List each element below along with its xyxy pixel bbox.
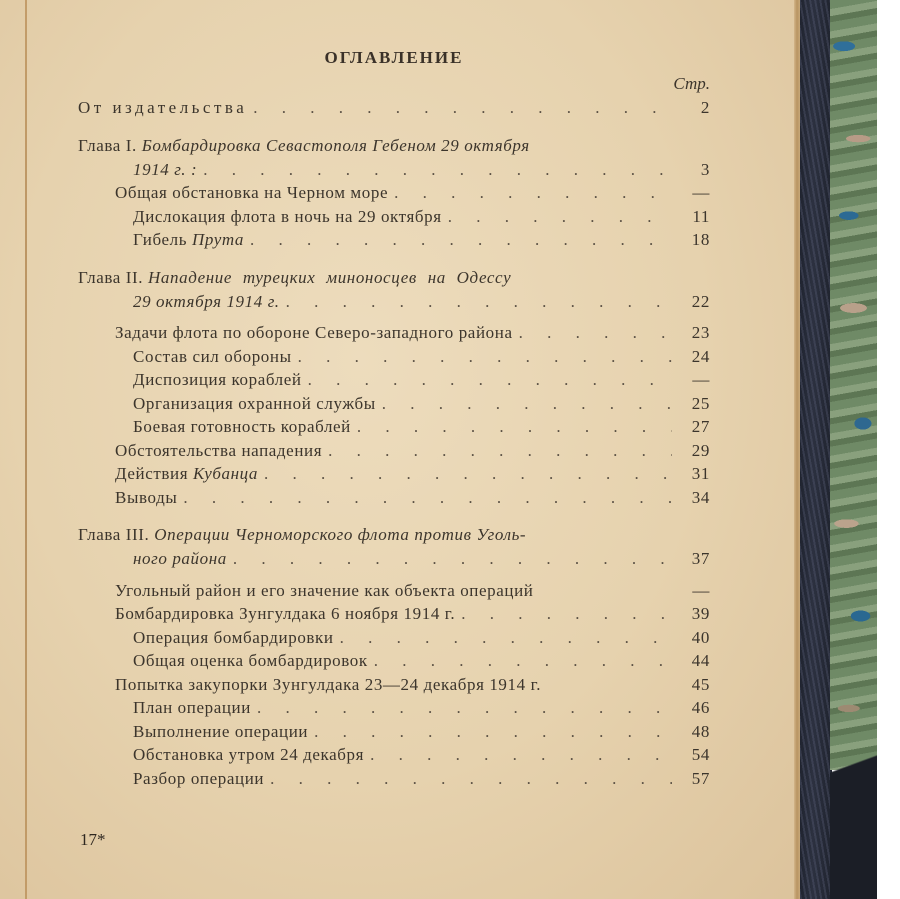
toc-entry [78,228,710,252]
entry-page: 57 [691,768,710,788]
chapter-heading [78,266,710,290]
entry-text: Попытка закупорки Зунгулдака 23—24 декабря 1914 г. [115,674,542,694]
page-column-label: Стр. [673,74,710,93]
toc-entry [78,392,710,416]
chapter-title: Операции Черноморского флота против Уголь- [154,525,527,544]
entry-page: 11 [692,206,710,226]
toc-entry [78,321,710,345]
entry-page: 34 [691,487,710,507]
entry-text: Операция бомбардировки [133,627,334,647]
entry-text: Задачи флота по обороне Северо-западного района [115,323,513,342]
entry-text: Обстановка утром 24 декабря [133,745,365,764]
toc-entry [78,415,710,439]
entry-page: 23 [691,323,710,342]
book-spine [800,0,832,899]
entry-page: 27 [691,417,710,436]
toc-entry [78,720,710,744]
toc-entry [78,96,710,120]
entry-page: — [692,370,710,389]
leader-dots [286,290,672,314]
chapter-number: Глава III. [78,525,150,544]
leader-dots [382,392,672,416]
leader-dots [250,228,672,252]
leader-dots [233,547,672,571]
chapter-title-cont: 29 октября 1914 г. [133,291,280,311]
entry-text: Общая оценка бомбардировок [133,651,368,670]
entry-text: Бомбардировка Зунгулдака 6 ноября 1914 г. [115,604,456,623]
entry-page: 29 [691,440,710,460]
leader-dots [374,649,672,673]
toc-entry [78,696,710,720]
toc-entry [78,767,710,791]
chapter-title: Нападение турецких миноносцев на Одессу [148,267,512,287]
chapter-title-cont: 1914 г. : [133,159,198,179]
leader-dots [253,96,672,120]
leader-dots [328,439,672,463]
leader-dots [298,345,672,369]
entry-text: Обстоятельства нападения [115,440,323,460]
entry-text: От издательства [78,98,248,117]
entry-page: — [692,183,710,202]
gutter-line [25,0,27,899]
entry-text: Гибель Прута [133,230,245,249]
leader-dots [183,486,672,510]
toc-entry [78,181,710,205]
table-of-contents [78,48,710,790]
leader-dots [370,743,672,767]
entry-text: Действия Кубанца [115,464,259,483]
toc-entry [78,205,710,229]
leader-dots [308,368,672,392]
chapter-title-cont: ного района [133,549,227,568]
entry-text: Выводы [115,487,178,507]
leader-dots [461,602,672,626]
toc-entry [78,602,710,626]
entry-page: 48 [691,721,710,741]
entry-page: 2 [700,98,710,117]
chapter-heading [78,134,710,158]
chapter-title: Бомбардировка Севастополя Гебеном 29 октября [141,135,530,155]
entry-text: Разбор операции [133,768,265,788]
toc-entry [78,290,710,314]
entry-page: 31 [691,464,710,483]
toc-entry [78,547,710,571]
entry-text: Состав сил обороны [133,346,292,366]
toc-entry [78,158,710,182]
entry-page: 37 [691,549,710,568]
leader-dots [264,462,672,486]
leader-dots [394,181,672,205]
marbled-endpaper [830,0,877,770]
entry-page: 40 [691,627,710,647]
entry-page: — [692,580,710,600]
leader-dots [340,626,672,650]
toc-entry [78,626,710,650]
toc-entry [78,743,710,767]
entry-page: 46 [691,698,710,717]
chapter-number: Глава I. [78,135,137,155]
leader-dots [448,205,672,229]
leader-dots [257,696,672,720]
entry-page: 24 [691,346,710,366]
entry-text: Общая обстановка на Черном море [115,183,389,202]
entry-page: 44 [691,651,710,670]
entry-page: 3 [700,159,710,179]
entry-page: 45 [691,674,710,694]
leader-dots [203,158,672,182]
chapter-heading [78,523,710,547]
cover-corner [830,740,877,899]
leader-dots [519,321,672,345]
toc-entry [78,486,710,510]
signature-mark: 17* [80,830,106,849]
entry-text: Дислокация флота в ночь на 29 октября [133,206,442,226]
toc-entry [78,462,710,486]
leader-dots [270,767,672,791]
toc-entry [78,345,710,369]
entry-text: Диспозиция кораблей [133,370,302,389]
toc-entry [78,579,710,603]
entry-text: Угольный район и его значение как объекта операций [115,580,534,600]
leader-dots [357,415,672,439]
leader-dots [314,720,672,744]
entry-page: 25 [691,393,710,413]
entry-page: 18 [691,230,710,249]
entry-text: Боевая готовность кораблей [133,417,351,436]
entry-page: 54 [691,745,710,764]
toc-entry [78,368,710,392]
toc-entry [78,439,710,463]
toc-entry [78,649,710,673]
entry-text: Организация охранной службы [133,393,376,413]
toc-heading: ОГЛАВЛЕНИЕ [324,48,464,67]
entry-text: Выполнение операции [133,721,309,741]
entry-page: 39 [691,604,710,623]
entry-page: 22 [691,291,710,311]
chapter-number: Глава II. [78,267,144,287]
toc-entry [78,673,710,697]
entry-text: План операции [133,698,251,717]
